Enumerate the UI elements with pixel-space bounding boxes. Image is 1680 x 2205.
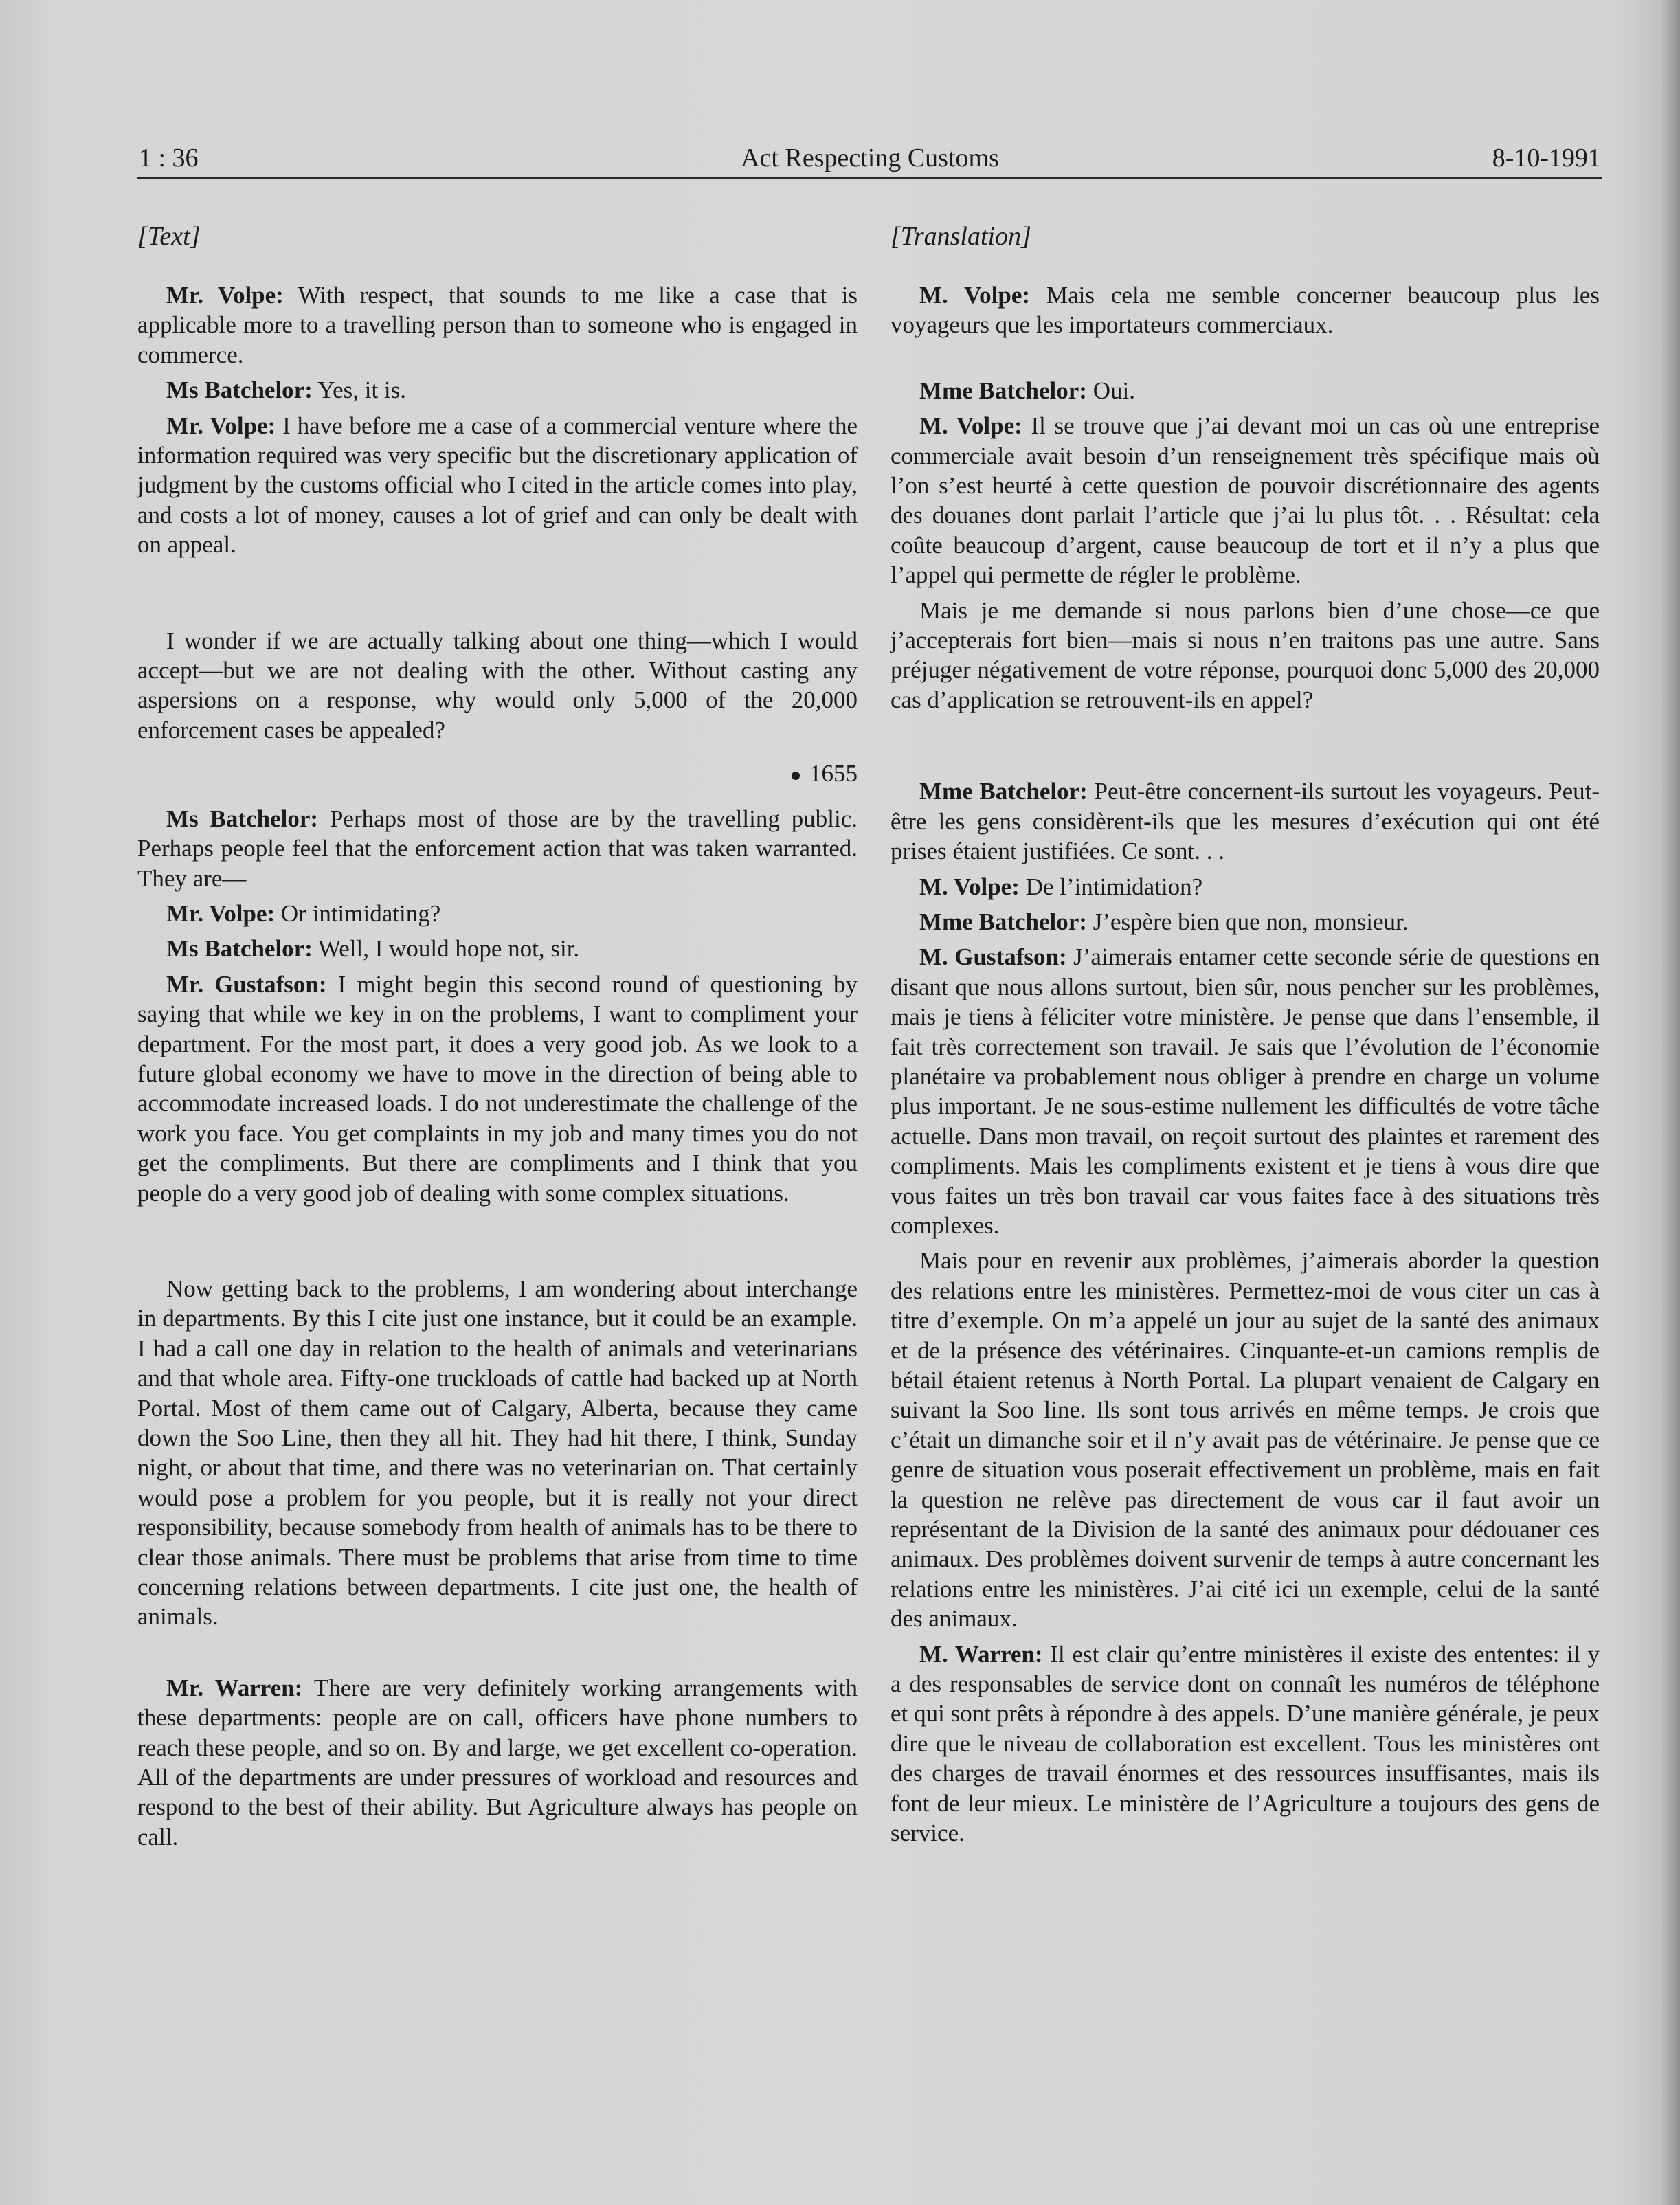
paragraph bbox=[891, 872, 1600, 902]
speech-text: Il est clair qu’entre ministères il existe des ententes: il y a des responsables de service dont on connaît les numéros de téléphone et qui sont prêts à répondre à des appels. D’une manière générale, je peux dire que le niveau de collaboration est excellent. Tous les ministères ont des charges de travail énormes et des ressources insuffisantes, mais ils font de leur mieux. Le ministère de l’Agriculture a toujours des gens de service. bbox=[891, 1640, 1600, 1847]
speaker-name: M. Gustafson: bbox=[919, 943, 1067, 971]
paragraph bbox=[137, 804, 858, 893]
speech-text: J’espère bien que non, monsieur. bbox=[1086, 908, 1409, 935]
paragraph bbox=[137, 411, 858, 560]
french-column bbox=[891, 221, 1600, 1848]
speech-text: Well, I would hope not, sir. bbox=[312, 935, 580, 963]
speaker-name: Mr. Warren: bbox=[166, 1674, 303, 1701]
speech-text: Yes, it is. bbox=[312, 377, 407, 404]
time-marker-text: 1655 bbox=[809, 760, 858, 787]
running-title: Act Respecting Customs bbox=[741, 144, 999, 172]
speech-text: Mais pour en revenir aux problèmes, j’aimerais aborder la question des relations entre les ministères. Permettez-moi de vous citer un cas à titre d’exemple. On m’a appelé un jour au sujet de la santé des animaux et de la présence des vétérinaires. Cinquante-et-un camions remplis de bétail étaient retenus à North Portal. La plupart venaient de Calgary en suivant la Soo line. Ils sont tous arrivés en même temps. Je crois que c’était un dimanche soir et il n’y avait pas de vétérinaire. Je pense que ce genre de situation vous poserait effectivement un problème, mais en fait la question ne relève pas directement de vous car il faut avoir un représentant de la Division de la santé des animaux pour dédouaner ces animaux. Des problèmes doivent survenir de temps à autre concernant les relations entre les ministères. J’ai cité ici un exemple, celui de la santé des animaux. bbox=[891, 1247, 1600, 1633]
paragraph bbox=[891, 1639, 1600, 1848]
speech-text: Or intimidating? bbox=[275, 899, 441, 927]
speaker-name: M. Volpe: bbox=[919, 412, 1022, 440]
paragraph bbox=[891, 1246, 1600, 1633]
paragraph bbox=[137, 934, 858, 963]
speaker-name: M. Volpe: bbox=[919, 873, 1020, 900]
paragraph bbox=[137, 1274, 858, 1632]
paragraph bbox=[891, 376, 1600, 405]
speech-text: Perhaps most of those are by the travelling public. Perhaps people feel that the enforcement action that was taken warranted. They are— bbox=[137, 805, 858, 892]
page-number: 1 : 36 bbox=[139, 144, 199, 172]
speaker-name: Mr. Volpe: bbox=[166, 899, 276, 927]
speech-text: With respect, that sounds to me like a case that is applicable more to a travelling person than to someone who is engaged in commerce. bbox=[137, 282, 858, 368]
column-label: [Translation] bbox=[891, 222, 1031, 251]
paragraph bbox=[891, 907, 1600, 937]
paragraph bbox=[891, 411, 1600, 590]
speech-text: There are very definitely working arrangements with these departments: people are on call, officers have phone numbers to reach these people, and so on. By and large, we get excellent co-operation. All of the departments are under pressures of workload and resources and respond to the best of their ability. But Agriculture always has people on call. bbox=[137, 1674, 858, 1850]
speaker-name: Ms Batchelor: bbox=[166, 935, 313, 963]
page-edge-shadow bbox=[1662, 0, 1680, 2205]
speech-text: Mais cela me semble concerner beaucoup plus les voyageurs que les importateurs commerciaux. bbox=[891, 282, 1600, 339]
speech-text: Now getting back to the problems, I am wondering about interchange in departments. By this I cite just one instance, but it could be an example. I had a call one day in relation to the health of animals and veterinarians and that whole area. Fifty-one truckloads of cattle had backed up at North Portal. Most of them came out of Calgary, Alberta, because they came down the Soo Line, then they all hit. They had hit there, I think, Sunday night, or about that time, and there was no veterinarian on. That certainly would pose a problem for you people, but it is really not your direct responsibility, because somebody from health of animals has to be there to clear those animals. There must be problems that arise from time to time concerning relations between departments. I cite just one, the health of animals. bbox=[137, 1275, 858, 1631]
page-date: 8-10-1991 bbox=[1492, 144, 1601, 172]
speech-text: De l’intimidation? bbox=[1019, 873, 1203, 900]
paragraph bbox=[137, 970, 858, 1208]
speech-text: Mais je me demande si nous parlons bien d’une chose—ce que j’accepterais fort bien—mais si nous n’en traitons pas une autre. Sans préjuger négativement de votre réponse, pourquoi donc 5,000 des 20,000 cas d’application se retrouvent-ils en appel? bbox=[891, 596, 1600, 713]
bullet-icon bbox=[792, 772, 800, 780]
paragraph bbox=[891, 596, 1600, 715]
paragraph bbox=[137, 626, 858, 746]
paragraph bbox=[137, 1673, 858, 1852]
english-column bbox=[137, 221, 858, 1852]
speech-text: I might begin this second round of questioning by saying that while we key in on the problems, I want to compliment your department. For the most part, it does a very good job. As we look to a future global economy we have to move in the direction of being able to accommodate increased loads. I do not underestimate the challenge of the work you face. You get complaints in my job and many times you do not get the compliments. But there are compliments and I think that you people do a very good job of dealing with some complex situations. bbox=[137, 970, 858, 1207]
speech-text: J’aimerais entamer cette seconde série de questions en disant que nous allons surtout, bien sûr, nous pencher sur les problèmes, mais je tiens à féliciter votre ministère. Je pense que dans l’ensemble, il fait très correctement son travail. Je sais que l’évolution de l’économie planétaire va probablement nous obliger à prendre en charge un volume plus important. Je ne sous-estime nullement les difficultés de votre tâche actuelle. Dans mon travail, on reçoit surtout des plaintes et rarement des compliments. Mais les compliments existent et je tiens à vous dire que vous faites un très bon travail car vous faites face à des situations très complexes. bbox=[891, 943, 1600, 1239]
speaker-name: Mr. Gustafson: bbox=[166, 970, 327, 998]
speaker-name: Mme Batchelor: bbox=[919, 377, 1087, 404]
speaker-name: Mme Batchelor: bbox=[919, 908, 1087, 935]
speaker-name: Ms Batchelor: bbox=[166, 377, 313, 404]
speaker-name: Mme Batchelor: bbox=[919, 778, 1088, 805]
speech-text: I have before me a case of a commercial venture where the information required was very specific but the discretionary application of judgment by the customs official who I cited in the article comes into play, and costs a lot of money, causes a lot of grief and can only be dealt with on appeal. bbox=[137, 412, 858, 559]
speaker-name: M. Volpe: bbox=[919, 282, 1031, 309]
speaker-name: Mr. Volpe: bbox=[166, 282, 284, 309]
paragraph bbox=[137, 899, 858, 928]
column-label: [Text] bbox=[137, 222, 201, 251]
paragraph bbox=[891, 776, 1600, 866]
speaker-name: Ms Batchelor: bbox=[166, 805, 319, 832]
paragraph bbox=[137, 375, 858, 405]
speech-text: I wonder if we are actually talking about one thing—which I would accept—but we are not dealing with the other. Without casting any aspersions on a response, why would only 5,000 of the 20,000 enforcement cases be appealed? bbox=[137, 627, 858, 743]
speaker-name: M. Warren: bbox=[919, 1640, 1043, 1668]
speaker-name: Mr. Volpe: bbox=[166, 412, 276, 439]
speech-text: Peut-être concernent-ils surtout les voyageurs. Peut-être les gens considèrent-ils que les mesures d’exécution qui ont été prises étaient justifiées. Ce sont. . . bbox=[891, 778, 1600, 865]
paragraph bbox=[891, 280, 1600, 340]
page-header bbox=[137, 142, 1602, 179]
time-marker bbox=[137, 759, 858, 788]
speech-text: Oui. bbox=[1086, 377, 1135, 404]
paragraph bbox=[891, 942, 1600, 1240]
speech-text: Il se trouve que j’ai devant moi un cas où une entreprise commerciale avait besoin d’un renseignement très spécifique mais où l’on s’est heurté à cette question de pouvoir discrétionnaire des agents des douanes dont parlait l’article que j’ai lu plus tôt. . . Résultat: cela coûte beaucoup d’argent, cause beaucoup de tort et il n’y a plus que l’appel qui permette de régler le problème. bbox=[891, 412, 1600, 589]
paragraph bbox=[137, 280, 858, 370]
